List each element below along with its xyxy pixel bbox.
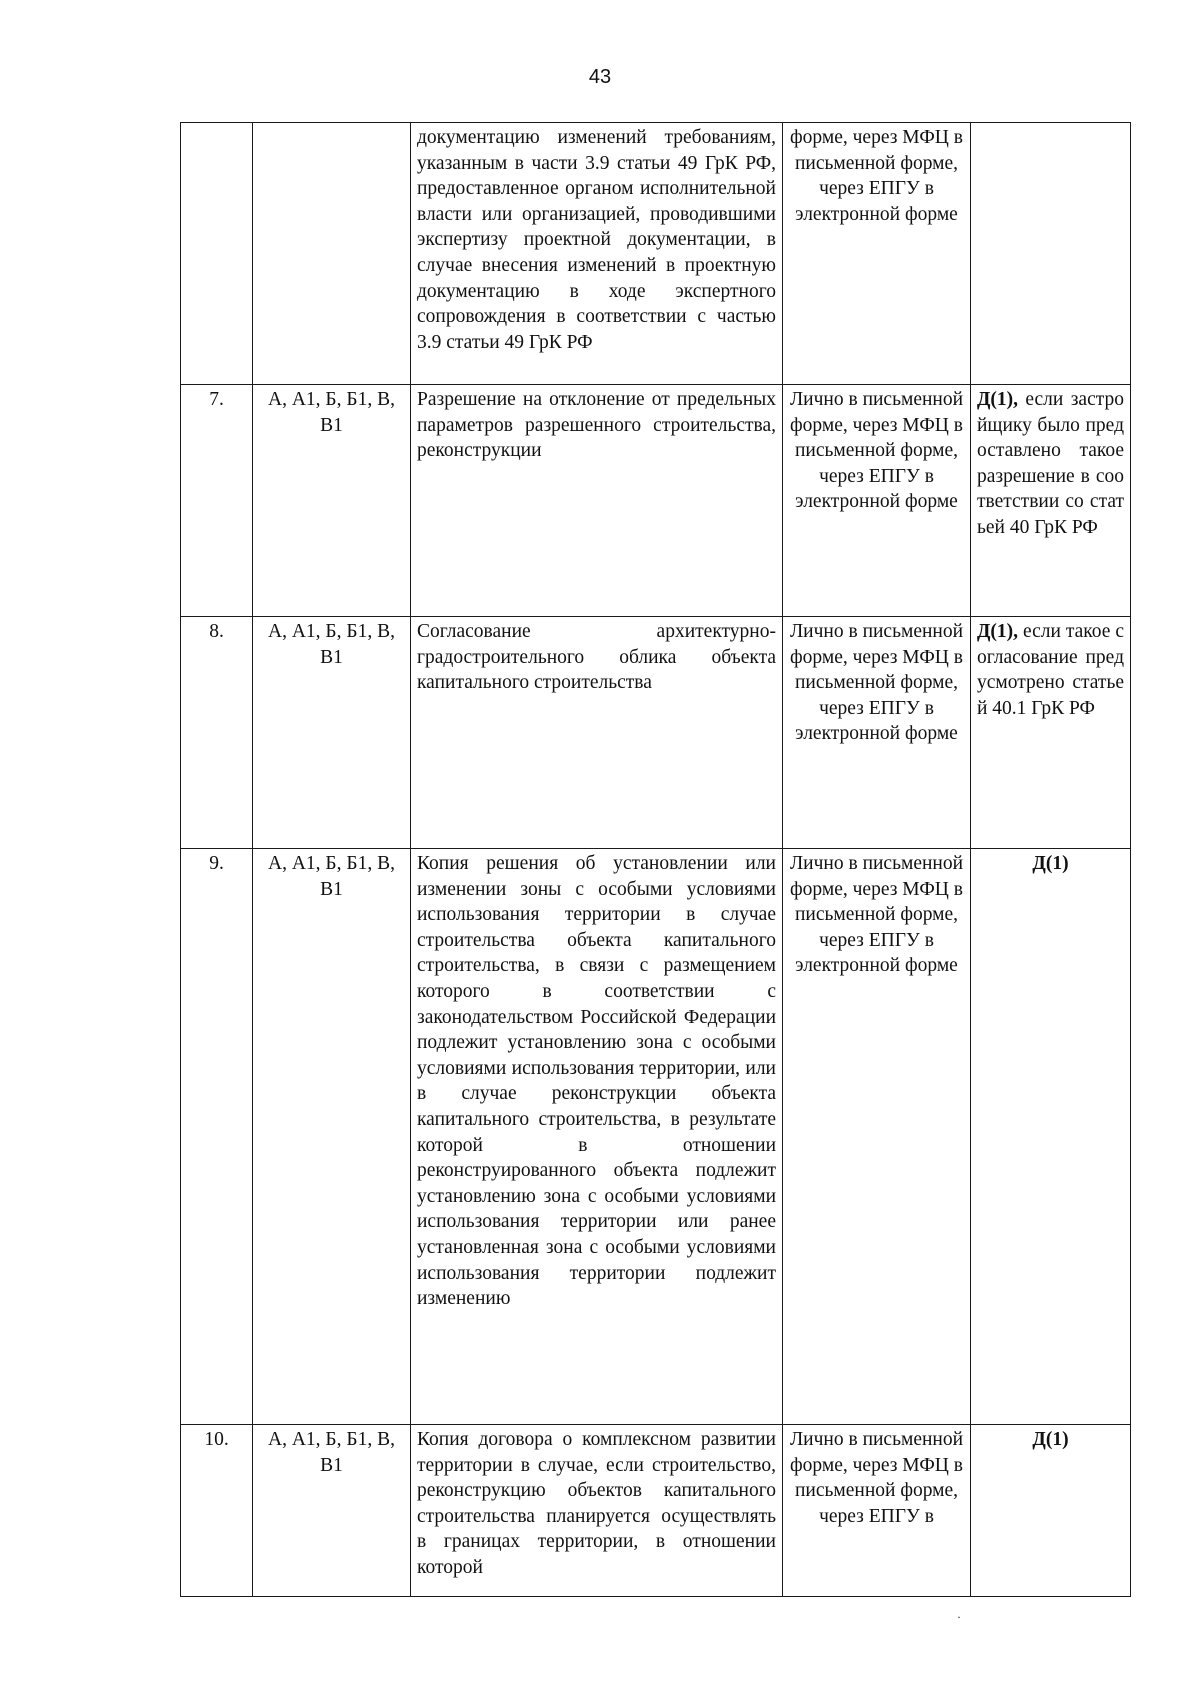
categories-cell: А, А1, Б, Б1, В, В1 bbox=[253, 849, 411, 1425]
table-row bbox=[181, 123, 1131, 385]
note-code: Д(1), bbox=[977, 389, 1019, 410]
submission-method-cell: Лично в письменной форме, через МФЦ в письменной форме, через ЕПГУ в bbox=[783, 1425, 971, 1597]
document-cell: Копия договора о комплексном развитии территории в случае, если строительство, реконструкцию объектов капитального строительства планируется осуществлять в границах территории, в отношении которой bbox=[411, 1425, 783, 1597]
categories-cell bbox=[253, 123, 411, 385]
note-code: Д(1), bbox=[977, 621, 1019, 642]
row-number-cell: 9. bbox=[181, 849, 253, 1425]
documents-table bbox=[180, 122, 1131, 1597]
document-cell: Копия решения об установлении или изменении зоны с особыми условиями использования территории в случае строительства объекта капитального строительства, в связи с размещением которого в соответствии с законодательством Российской Федерации подлежит установлению зона с особыми условиями использования территории, или в случае реконструкции объекта капитального строительства, в результате которой в отношении реконструированного объекта подлежит установлению зона с особыми условиями использования территории или ранее установленная зона с особыми условиями использования территории подлежит изменению bbox=[411, 849, 783, 1425]
submission-method-cell: форме, через МФЦ в письменной форме, через ЕПГУ в электронной форме bbox=[783, 123, 971, 385]
categories-cell: А, А1, Б, Б1, В, В1 bbox=[253, 617, 411, 849]
table-row bbox=[181, 385, 1131, 617]
submission-method-cell: Лично в письменной форме, через МФЦ в письменной форме, через ЕПГУ в электронной форме bbox=[783, 849, 971, 1425]
stray-mark: · bbox=[957, 1610, 961, 1624]
note-cell bbox=[971, 617, 1131, 849]
document-cell: Согласование архитектурно-градостроительного облика объекта капитального строительства bbox=[411, 617, 783, 849]
row-number-cell: 7. bbox=[181, 385, 253, 617]
document-cell: документацию изменений требованиям, указанным в части 3.9 статьи 49 ГрК РФ, предоставленное органом исполнительной власти или организацией, проводившими экспертизу проектной документации, в случае внесения изменений в проектную документацию в ходе экспертного сопровождения в соответствии с частью 3.9 статьи 49 ГрК РФ bbox=[411, 123, 783, 385]
categories-cell: А, А1, Б, Б1, В, В1 bbox=[253, 1425, 411, 1597]
submission-method-cell: Лично в письменной форме, через МФЦ в письменной форме, через ЕПГУ в электронной форме bbox=[783, 617, 971, 849]
submission-method-cell: Лично в письменной форме, через МФЦ в письменной форме, через ЕПГУ в электронной форме bbox=[783, 385, 971, 617]
row-number-cell: 10. bbox=[181, 1425, 253, 1597]
table-row bbox=[181, 1425, 1131, 1597]
table-row bbox=[181, 849, 1131, 1425]
note-text: если застройщику было предоставлено такое разрешение в соответствии со статьей 40 ГрК РФ bbox=[977, 389, 1124, 538]
page-number: 43 bbox=[588, 66, 612, 88]
note-cell: Д(1) bbox=[971, 1425, 1131, 1597]
row-number-cell bbox=[181, 123, 253, 385]
table-row bbox=[181, 617, 1131, 849]
note-text: если такое согласование предусмотрено статьей 40.1 ГрК РФ bbox=[977, 621, 1124, 719]
document-cell: Разрешение на отклонение от предельных параметров разрешенного строительства, реконструкции bbox=[411, 385, 783, 617]
note-cell bbox=[971, 123, 1131, 385]
row-number-cell: 8. bbox=[181, 617, 253, 849]
categories-cell: А, А1, Б, Б1, В, В1 bbox=[253, 385, 411, 617]
note-cell bbox=[971, 385, 1131, 617]
note-cell: Д(1) bbox=[971, 849, 1131, 1425]
